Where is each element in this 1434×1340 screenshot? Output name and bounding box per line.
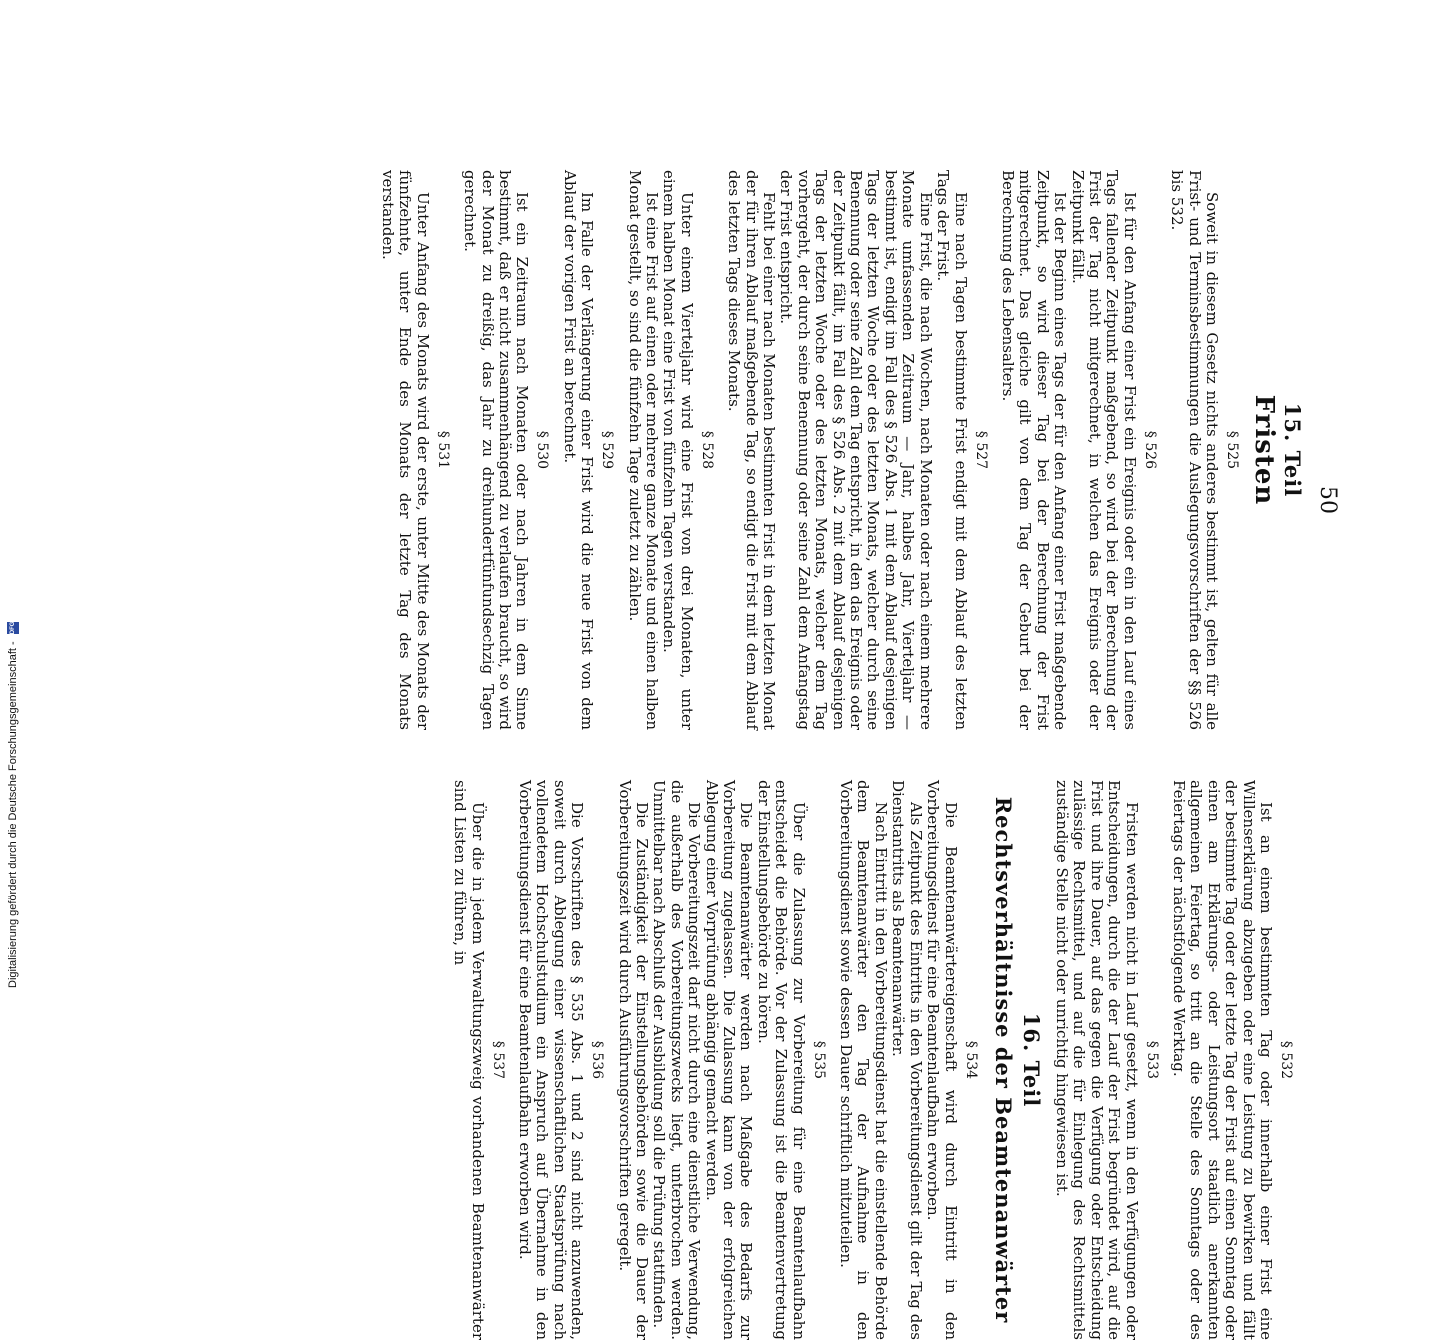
part-15-heading: 15. Teil [1280, 402, 1305, 498]
section-534-p3: Nach Eintritt in den Vorbereitungsdienst hat die einstellende Behörde dem Beamtenanwärter den Tag der Aufnahme in den Vorbereitungsdienst sowie dessen Dauer schriftlich mitzuteilen. [837, 780, 890, 1340]
part-15-title: Fristen [1249, 394, 1279, 506]
left-column [379, 170, 1304, 730]
section-526-p2: Ist der Beginn eines Tags der für den Anfang einer Frist maßgebende Zeitpunkt, so wird dieser Tag bei der Berechnung der Frist mitgerechnet. Das gleiche gilt von dem Tag der Geburt bei der Berechnung des Lebensalters. [998, 170, 1070, 730]
section-535-p3: Die Vorbereitungszeit darf nicht durch eine dienstliche Verwendung, die außerhalb des Vorbereitungszwecks liegt, unterbrochen werden. Unmittelbar nach Abschluß der Ausbildung soll die Prüfung stattfinden. [650, 780, 704, 1340]
section-529-p1: Im Falle der Verlängerung einer Frist wird die neue Frist von dem Ablauf der vorigen Frist an berechnet. [560, 170, 597, 730]
right-column [451, 780, 1304, 1340]
section-537-p1: Über die in jedem Verwaltungszweig vorhandenen Beamtenanwärter sind Listen zu führen, in [451, 780, 487, 1340]
section-527-p1: Eine nach Tagen bestimmte Frist endigt mit dem Ablauf des letzten Tags der Frist. [934, 170, 970, 730]
section-536-p1: Die Vorschriften des § 535 Abs. 1 und 2 sind nicht anzuwenden, soweit durch Ablegung einer wissenschaftlichen Staatsprüfung nach vollendetem Hochschulstudium ein Anspruch auf Übernahme in den Vorbereitungsdienst für eine Beamtenlaufbahn erworben wird. [516, 780, 587, 1340]
section-525-label: § 525 [1224, 430, 1240, 470]
section-528-label: § 528 [698, 430, 715, 470]
section-530-p1: Ist ein Zeitraum nach Monaten oder nach Jahren in dem Sinne bestimmt, daß er nicht zusammenhängend zu verlaufen braucht, so wird der Monat zu dreißig, das Jahr zu dreihundertfünfundsechzig Tagen gerechnet. [461, 170, 532, 730]
section-534-p2: Als Zeitpunkt des Eintritts in den Vorbereitungsdienst gilt der Tag des Dienstantritts als Beamtenanwärter. [889, 780, 925, 1340]
digitization-note-text: Digitalisierung gefördert durch die Deutsche Forschungsgemeinschaft - [7, 641, 19, 988]
section-527-p3: Fehlt bei einer nach Monaten bestimmten Frist in dem letzten Monat der für ihren Ablauf maßgebende Tag, so endigt die Frist mit dem Ablauf des letzten Tags dieses Monats. [725, 170, 779, 730]
section-533-label: § 533 [1143, 1040, 1160, 1080]
section-528-p1: Unter einem Vierteljahr wird eine Frist von drei Monaten, unter einem halben Monat eine Frist von fünfzehn Tagen verstanden. [660, 170, 696, 730]
section-531-label: § 531 [434, 430, 451, 470]
section-527-p2: Eine Frist, die nach Wochen, nach Monaten oder nach einem mehrere Monate umfassenden Zeitraum — Jahr, halbes Jahr, Vierteljahr — bestimmt ist, endigt im Fall des § 526 Abs. 1 mit dem Ablauf desjenigen Tags der letzten Woche oder des letzten Monats, welcher durch seine Benennung oder seine Zahl dem Tag entspricht, in den das Ereignis oder der Zeitpunkt fällt, im Fall des § 526 Abs. 2 mit dem Ablauf desjenigen Tags der letzten Woche oder des letzten Monats, welcher dem Tag vorhergeht, der durch seine Benennung oder seine Zahl dem Anfangstag der Frist entspricht. [777, 170, 935, 730]
section-535-p1: Über die Zulassung zur Vorbereitung für eine Beamtenlaufbahn entscheidet die Behörde. Vor der Zulassung ist die Beamtenvertretung der Einstellungsbehörde zu hören. [754, 780, 808, 1340]
section-535-label: § 535 [810, 1040, 827, 1080]
section-526-p1: Ist für den Anfang einer Frist ein Ereignis oder ein in den Lauf eines Tags fallender Zeitpunkt maßgebend, so wird bei der Berechnung der Frist der Tag nicht mitgerechnet, in welchen das Ereignis oder der Zeitpunkt fällt. [1068, 170, 1139, 730]
section-534-label: § 534 [962, 1040, 979, 1080]
section-535-p4: Die Zuständigkeit der Einstellungsbehörden sowie die Dauer der Vorbereitungszeit wird durch Ausführungsvorschriften geregelt. [615, 780, 652, 1340]
part-16-title: Rechtsverhältnisse der Beamtenanwärter [990, 796, 1016, 1324]
section-535-p2: Die Beamtenanwärter werden nach Maßgabe des Bedarfs zur Vorbereitung zugelassen. Die Zulassung kann von der erfolgreichen Ablegung einer Vorprüfung abhängig gemacht werden. [702, 780, 756, 1340]
part-16-heading: 16. Teil [1018, 1012, 1044, 1108]
page-number: 50 [1315, 486, 1340, 514]
section-525-text: Soweit in diesem Gesetz nichts anderes bestimmt ist, gelten für alle Frist- und Terminsbestimmungen die Auslegungsvorschriften der §§ 526 bis 532. [1168, 170, 1221, 730]
section-537-label: § 537 [489, 1040, 506, 1080]
digitization-note [6, 0, 20, 1000]
section-532-label: § 532 [1278, 1040, 1294, 1080]
section-536-label: § 536 [589, 1040, 606, 1080]
section-527-label: § 527 [972, 430, 989, 470]
section-531-p1: Unter Anfang des Monats wird der erste, unter Mitte des Monats der fünfzehnte, unter Ende des Monats der letzte Tag des Monats verstanden. [378, 170, 432, 730]
section-530-label: § 530 [534, 430, 551, 470]
section-529-label: § 529 [599, 430, 616, 470]
dfg-logo: DFG [7, 622, 19, 634]
section-534-p1: Die Beamtenanwärtereigenschaft wird durch Eintritt in den Vorbereitungsdienst für eine Beamtenlaufbahn erworben. [924, 780, 960, 1340]
section-526-label: § 526 [1141, 430, 1158, 470]
section-533-p1: Fristen werden nicht in Lauf gesetzt, wenn in den Verfügungen oder Entscheidungen, durch die der Lauf der Frist begründet wird, auf die Frist und ihre Dauer, auf das gegen die Verfügung oder Entscheidung zulässige Rechtsmittel, und auf die für Einlegung des Rechtsmittels zuständige Stelle nicht oder unrichtig hingewiesen ist. [1052, 780, 1141, 1340]
section-532-p1: Ist an einem bestimmten Tag oder innerhalb einer Frist eine Willenserklärung abzugeben oder eine Leistung zu bewirken und fällt der bestimmte Tag oder der letzte Tag der Frist auf einen Sonntag oder einen am Erklärungs- oder Leistungsort staatlich anerkannten allgemeinen Feiertag, so tritt an die Stelle des Sonntags oder des Feiertags der nächstfolgende Werktag. [1169, 780, 1275, 1340]
section-528-p2: Ist eine Frist auf einen oder mehrere ganze Monate und einen halben Monat gestellt, so sind die fünfzehn Tage zuletzt zu zählen. [625, 170, 662, 730]
